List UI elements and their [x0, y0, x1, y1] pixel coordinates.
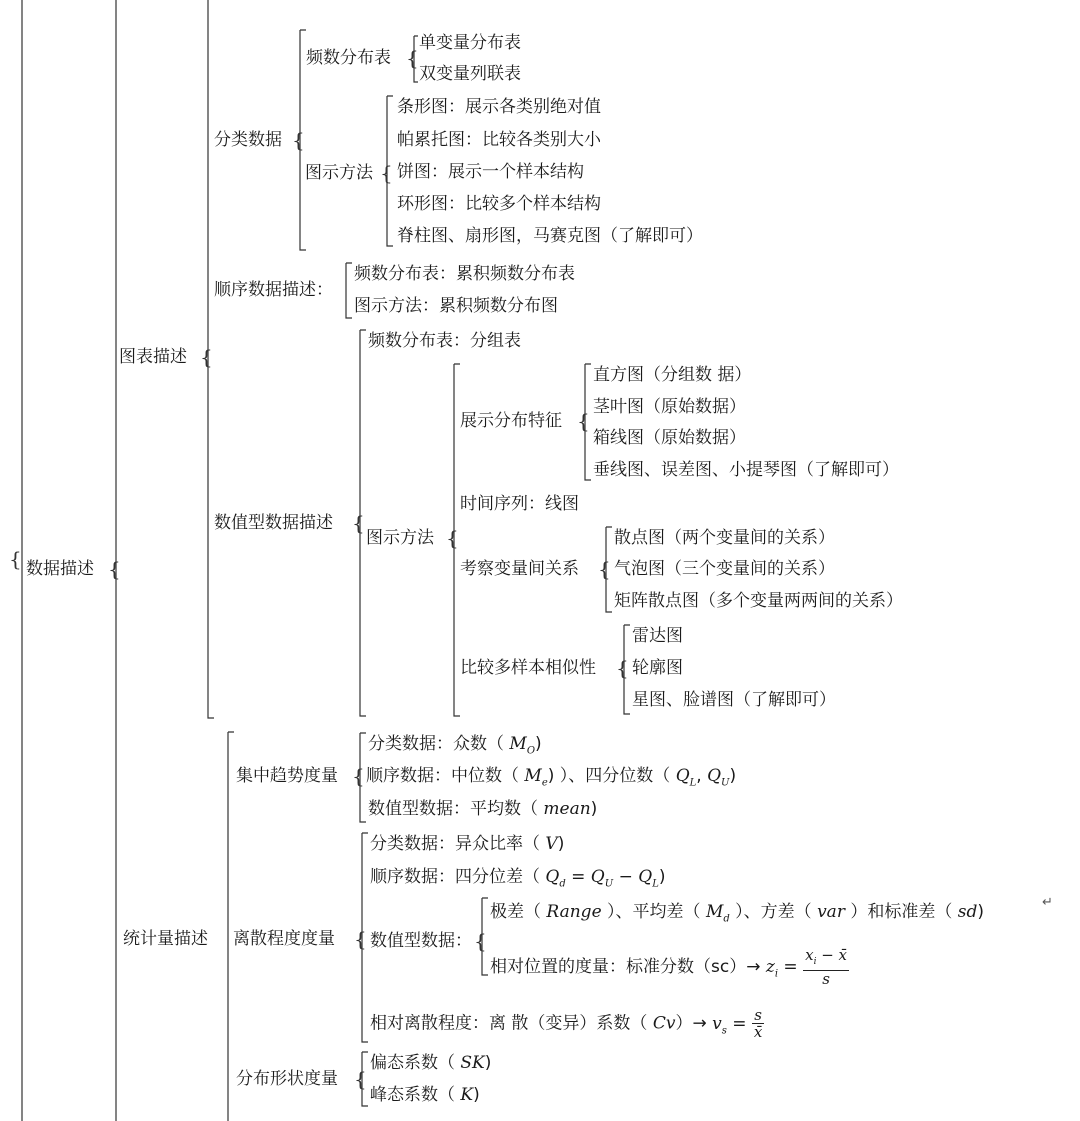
chart-desc-brace: {: [200, 345, 213, 369]
sim-item-2: 轮廓图: [632, 658, 683, 678]
disp-num-brace: {: [474, 929, 487, 953]
numeric-node: 数值型数据描述: [214, 513, 333, 533]
ordinal-node: 顺序数据描述：: [214, 280, 333, 300]
stat-bracket: [228, 732, 234, 1121]
central-cat: 分类数据：众数（ $M_O$): [368, 734, 542, 757]
disp-num-node: 数值型数据：: [370, 931, 472, 951]
dist-item-3: 箱线图（原始数据）: [593, 428, 746, 448]
cat-method-brace: {: [380, 161, 393, 185]
numeric-brace: {: [352, 511, 365, 535]
root-brace-right: {: [108, 557, 121, 581]
sim-item-1: 雷达图: [632, 626, 683, 646]
disp-cat: 分类数据：异众比率（ V): [370, 834, 565, 854]
num-method-brace: {: [446, 526, 459, 550]
cat-method-item-4: 环形图：比较多个样本结构: [397, 194, 601, 214]
disp-num-item-2: 相对位置的度量：标准分数$(sc)\to z_i$ = $\frac{x_i - x̄}{s}$: [490, 946, 848, 988]
stat-desc-node: 统计量描述: [123, 929, 208, 949]
dist-item-1: 直方图（分组数 据）: [593, 365, 752, 385]
dist-node: 展示分布特征: [460, 411, 562, 431]
rel-node: 考察变量间关系: [460, 559, 579, 579]
return-mark: ↵: [1042, 895, 1053, 910]
num-freq-node: 频数分布表：分组表: [368, 331, 521, 351]
categorical-node: 分类数据: [214, 130, 282, 150]
cat-freq-node: 频数分布表: [306, 48, 391, 68]
shape-item-1: 偏态系数（ SK): [370, 1053, 492, 1073]
ordinal-item-1: 频数分布表：累积频数分布表: [354, 264, 575, 284]
dist-brace: {: [577, 409, 590, 433]
ordinal-item-2: 图示方法：累积频数分布图: [354, 296, 558, 316]
rel-brace: {: [598, 557, 611, 581]
dist-item-2: 茎叶图（原始数据）: [593, 397, 746, 417]
chart-desc-node: 图表描述: [119, 347, 187, 367]
cat-method-item-3: 饼图：展示一个样本结构: [397, 162, 584, 182]
central-ord: 顺序数据：中位数（ $M_e$) ）、四分位数（ $Q_L$, $Q_U$): [366, 766, 737, 789]
cat-method-node: 图示方法: [305, 163, 373, 183]
disp-cv: 相对离散程度：离 散（变异）系数（ $Cv)\to v_s$ = $\frac{s}{x̄}$: [370, 1006, 763, 1041]
rel-item-1: 散点图（两个变量间的关系）: [614, 528, 835, 548]
sim-node: 比较多样本相似性: [460, 658, 596, 678]
cat-freq-item-1: 单变量分布表: [419, 33, 521, 53]
cat-freq-brace: {: [406, 46, 419, 70]
shape-node: 分布形状度量: [236, 1069, 338, 1089]
sim-brace: {: [616, 656, 629, 680]
dispersion-brace: {: [354, 927, 367, 951]
cv-fraction: $\frac{s}{x̄}$: [753, 1006, 763, 1041]
cat-method-item-2: 帕累托图：比较各类别大小: [397, 130, 601, 150]
cat-freq-item-2: 双变量列联表: [419, 64, 521, 84]
rel-item-2: 气泡图（三个变量间的关系）: [614, 559, 835, 579]
dispersion-node: 离散程度度量: [233, 929, 335, 949]
central-num: 数值型数据：平均数（ mean): [368, 799, 598, 819]
disp-num-item-1: 极差（ Range ）、平均差（ $M_d$ ）、方差（ var ）和标准差（ sd): [490, 902, 985, 925]
sim-item-3: 星图、脸谱图（了解即可）: [632, 690, 836, 710]
disp-ord: 顺序数据：四分位差（ $Q_d = Q_U - Q_L$): [370, 867, 666, 890]
time-node: 时间序列：线图: [460, 494, 579, 514]
central-brace: {: [352, 764, 365, 788]
root-brace: {: [9, 547, 22, 571]
rel-item-3: 矩阵散点图（多个变量两两间的关系）: [614, 591, 903, 611]
cat-method-item-1: 条形图：展示各类别绝对值: [397, 97, 601, 117]
central-node: 集中趋势度量: [236, 766, 338, 786]
shape-item-2: 峰态系数（ K): [370, 1085, 480, 1105]
root-node: 数据描述: [26, 559, 94, 579]
z-score-fraction: $\frac{x_i - x̄}{s}$: [805, 946, 848, 988]
shape-brace: {: [354, 1067, 367, 1091]
dist-item-4: 垂线图、误差图、小提琴图（了解即可）: [593, 460, 899, 480]
cat-method-item-5: 脊柱图、扇形图，马赛克图（了解即可）: [397, 226, 703, 246]
num-method-node: 图示方法: [366, 528, 434, 548]
ord-bracket: [346, 263, 352, 318]
categorical-brace: {: [292, 128, 305, 152]
